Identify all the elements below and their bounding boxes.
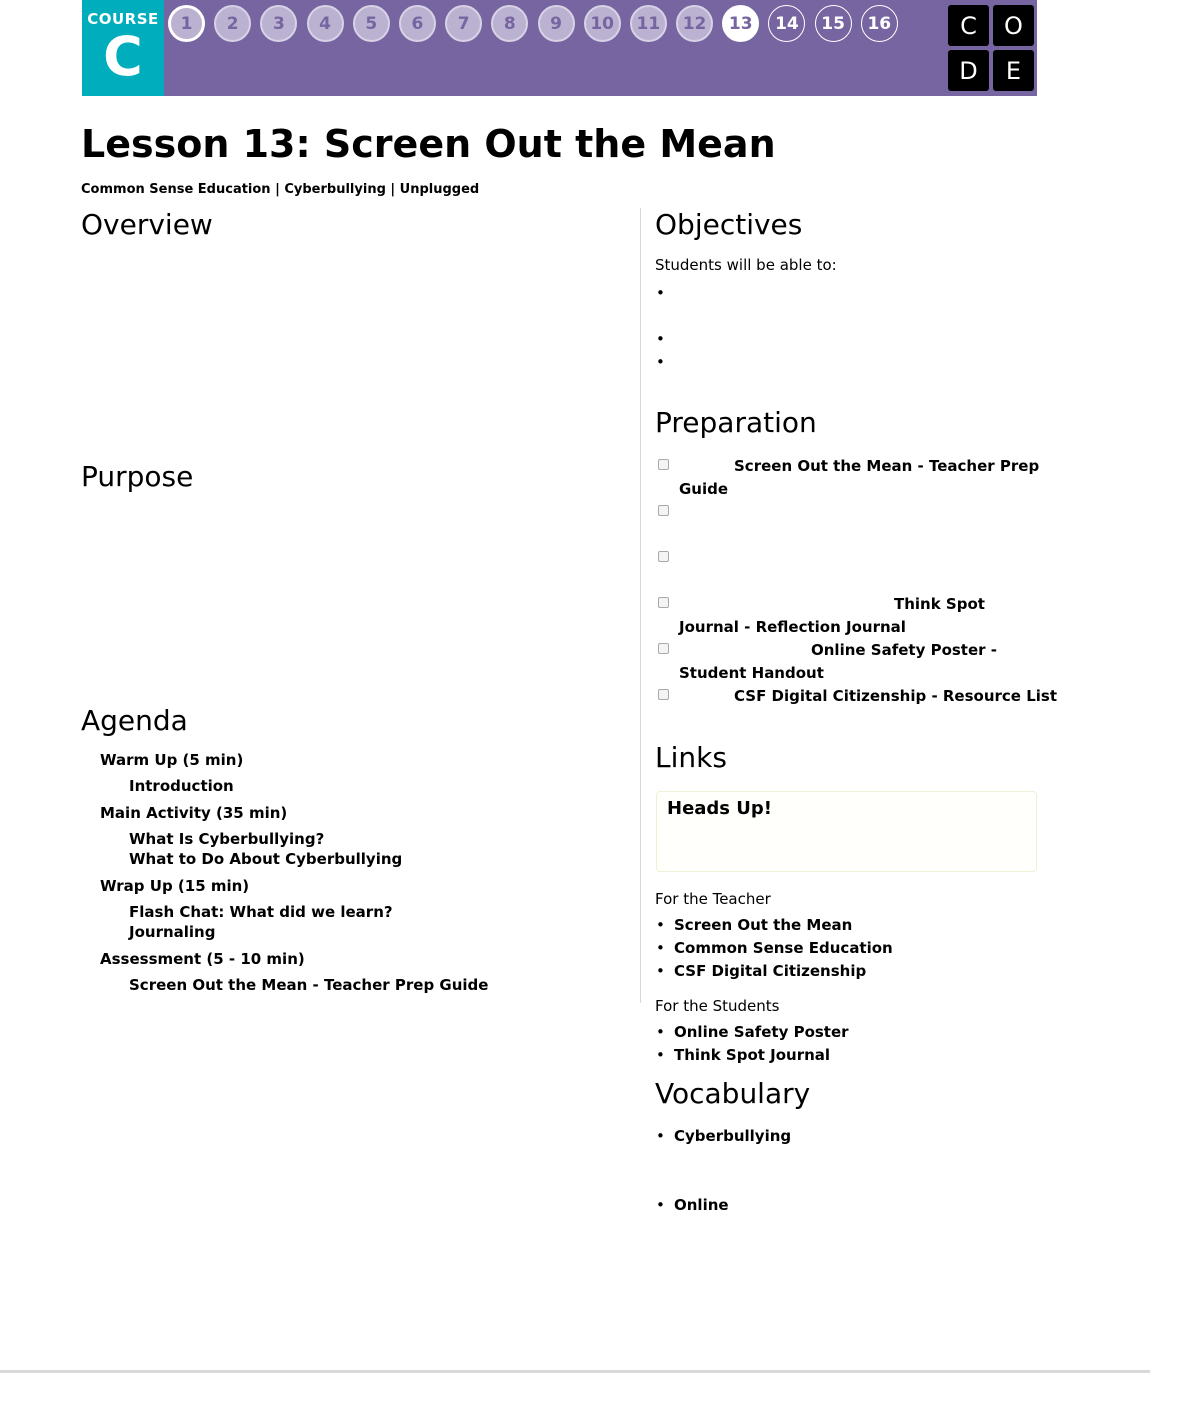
- objective-bullet: •: [656, 353, 665, 371]
- agenda-item-link[interactable]: What to Do About Cyberbullying: [129, 850, 403, 868]
- prep-item-text: CSF Digital Citizenship - Resource List: [734, 687, 1058, 705]
- lesson-navigation: [168, 5, 907, 42]
- course-badge[interactable]: [82, 0, 164, 96]
- course-letter: C: [103, 25, 143, 88]
- lesson-1-link[interactable]: 1: [168, 5, 205, 42]
- heads-up-callout: [656, 791, 1037, 872]
- agenda-subitems: [100, 776, 620, 797]
- objective-bullet: •: [656, 284, 665, 302]
- agenda-heading: Agenda: [81, 704, 188, 737]
- purpose-heading: Purpose: [81, 460, 194, 493]
- vocabulary-heading: Vocabulary: [655, 1077, 811, 1110]
- logo-letter-e: E: [993, 50, 1034, 91]
- lesson-15-link[interactable]: 15: [815, 5, 852, 42]
- agenda-subitems: [100, 902, 620, 943]
- footer-divider: [0, 1370, 1150, 1373]
- lesson-11-link[interactable]: 11: [630, 5, 667, 42]
- agenda-section-link[interactable]: Warm Up (5 min): [100, 751, 244, 769]
- course-header: [82, 0, 1037, 96]
- lesson-14-link[interactable]: 14: [768, 5, 805, 42]
- prep-item-text: Think Spot: [894, 595, 985, 613]
- vocab-term: • Cyberbullying: [656, 1125, 791, 1148]
- prep-item-text: Journal - Reflection Journal: [679, 618, 906, 636]
- teacher-links-list: [656, 914, 893, 983]
- lesson-2-link[interactable]: 2: [214, 5, 251, 42]
- agenda-item-link[interactable]: What Is Cyberbullying?: [129, 829, 325, 848]
- page-title: Lesson 13: Screen Out the Mean: [81, 122, 776, 166]
- prep-item-text: Student Handout: [679, 664, 824, 682]
- lesson-6-link[interactable]: 6: [399, 5, 436, 42]
- agenda-section-link[interactable]: Assessment (5 - 10 min): [100, 949, 305, 968]
- logo-letter-d: D: [948, 50, 989, 91]
- prep-item-text: Screen Out the Mean - Teacher Prep: [734, 457, 1040, 475]
- logo-letter-o: O: [993, 5, 1034, 46]
- overview-heading: Overview: [81, 208, 213, 241]
- lesson-16-link[interactable]: 16: [861, 5, 898, 42]
- prep-checkbox[interactable]: [658, 689, 669, 700]
- resource-link[interactable]: • Common Sense Education: [656, 937, 893, 960]
- column-divider: [640, 208, 641, 1003]
- agenda-item-link[interactable]: Introduction: [129, 777, 234, 795]
- prep-checkbox[interactable]: [658, 597, 669, 608]
- vocab-term: • Online: [656, 1194, 729, 1217]
- agenda-item-link[interactable]: Screen Out the Mean - Teacher Prep Guide: [129, 975, 489, 994]
- lesson-5-link[interactable]: 5: [353, 5, 390, 42]
- lesson-3-link[interactable]: 3: [260, 5, 297, 42]
- student-links-list: [656, 1021, 849, 1067]
- prep-item-text: Online Safety Poster -: [811, 641, 997, 659]
- links-heading: Links: [655, 741, 727, 774]
- lesson-7-link[interactable]: 7: [445, 5, 482, 42]
- lesson-meta: Common Sense Education | Cyberbullying | Unplugged: [81, 182, 480, 197]
- resource-link[interactable]: • Screen Out the Mean: [656, 914, 893, 937]
- logo-letter-c: C: [948, 5, 989, 46]
- lesson-9-link[interactable]: 9: [538, 5, 575, 42]
- agenda-subitems: [100, 975, 620, 996]
- resource-link[interactable]: • Think Spot Journal: [656, 1044, 849, 1067]
- heads-up-title: Heads Up!: [667, 798, 772, 819]
- objectives-heading: Objectives: [655, 208, 803, 241]
- objectives-intro: Students will be able to:: [655, 256, 837, 274]
- code-org-logo[interactable]: [948, 5, 1034, 91]
- resource-link[interactable]: • Online Safety Poster: [656, 1021, 849, 1044]
- prep-checkbox[interactable]: [658, 643, 669, 654]
- agenda-section-link[interactable]: Main Activity (35 min): [100, 803, 288, 822]
- preparation-heading: Preparation: [655, 406, 817, 439]
- prep-checkbox[interactable]: [658, 459, 669, 470]
- lesson-4-link[interactable]: 4: [307, 5, 344, 42]
- vocabulary-list: [656, 1194, 729, 1217]
- agenda-item-link[interactable]: Flash Chat: What did we learn?: [129, 902, 393, 921]
- resource-link[interactable]: • CSF Digital Citizenship: [656, 960, 893, 983]
- lesson-8-link[interactable]: 8: [491, 5, 528, 42]
- agenda-subitems: [100, 829, 620, 870]
- lesson-10-link[interactable]: 10: [584, 5, 621, 42]
- prep-item-text: Guide: [679, 480, 729, 498]
- objective-bullet: •: [656, 330, 665, 348]
- course-label: COURSE: [87, 10, 159, 28]
- agenda-section-link[interactable]: Wrap Up (15 min): [100, 876, 250, 895]
- agenda-item-link[interactable]: Journaling: [129, 923, 216, 941]
- for-teacher-label: For the Teacher: [655, 890, 771, 908]
- vocabulary-list: [656, 1125, 791, 1148]
- lesson-13-link[interactable]: 13: [722, 5, 759, 42]
- lesson-12-link[interactable]: 12: [676, 5, 713, 42]
- for-students-label: For the Students: [655, 997, 780, 1015]
- prep-checkbox[interactable]: [658, 505, 669, 516]
- prep-checkbox[interactable]: [658, 551, 669, 562]
- agenda-list: [100, 750, 620, 995]
